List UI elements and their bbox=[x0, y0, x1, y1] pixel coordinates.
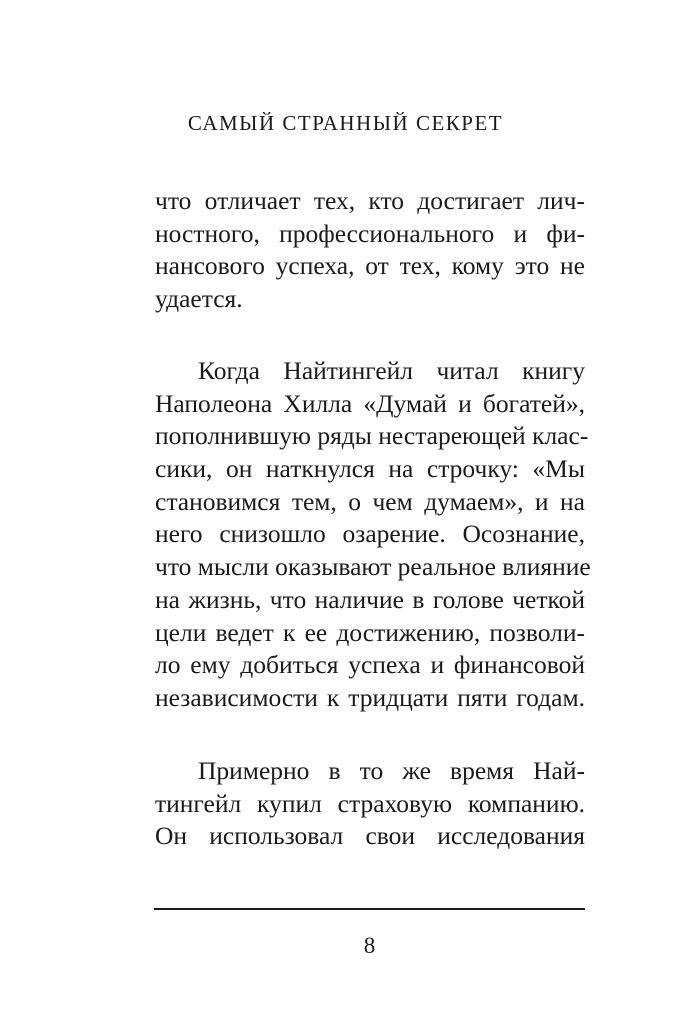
text-line: нансового успеха, от тех, кому это не bbox=[155, 251, 585, 281]
text-line: независимости к тридцати пяти годам. bbox=[155, 682, 585, 712]
text-line: Он использовал свои исследования bbox=[155, 821, 585, 851]
text-line: Примерно в то же время Най- bbox=[198, 756, 585, 785]
text-line: него снизошло озарение. Осознание, bbox=[155, 519, 585, 549]
text-line: Наполеона Хилла «Думай и богатей», bbox=[155, 388, 585, 418]
text-line: что отличает тех, кто достигает лич- bbox=[155, 186, 585, 215]
text-line: Когда Найтингейл читал книгу bbox=[198, 356, 585, 385]
text-line: на жизнь, что наличие в голове четкой bbox=[155, 584, 585, 614]
running-header: САМЫЙ СТРАННЫЙ СЕКРЕТ bbox=[187, 111, 504, 135]
text-line: пополнившую ряды нестареющей клас- bbox=[155, 421, 589, 451]
paragraph-3 bbox=[155, 755, 585, 853]
text-line: удается. bbox=[155, 284, 243, 314]
text-line: цели ведет к ее достижению, позволи- bbox=[155, 617, 585, 647]
page-number: 8 bbox=[363, 933, 376, 958]
footer-divider bbox=[154, 908, 585, 910]
text-line: что мысли оказывают реальное влияние bbox=[155, 552, 591, 582]
text-line: сики, он наткнулся на строчку: «Мы bbox=[155, 454, 585, 484]
text-line: ностного, профессионального и фи- bbox=[155, 218, 585, 248]
text-line: ло ему добиться успеха и финансовой bbox=[155, 650, 585, 680]
paragraph-1 bbox=[155, 185, 585, 316]
text-line: тингейл купил страховую компанию. bbox=[155, 788, 585, 818]
paragraph-2 bbox=[155, 355, 591, 715]
text-line: становимся тем, о чем думаем», и на bbox=[155, 486, 585, 516]
